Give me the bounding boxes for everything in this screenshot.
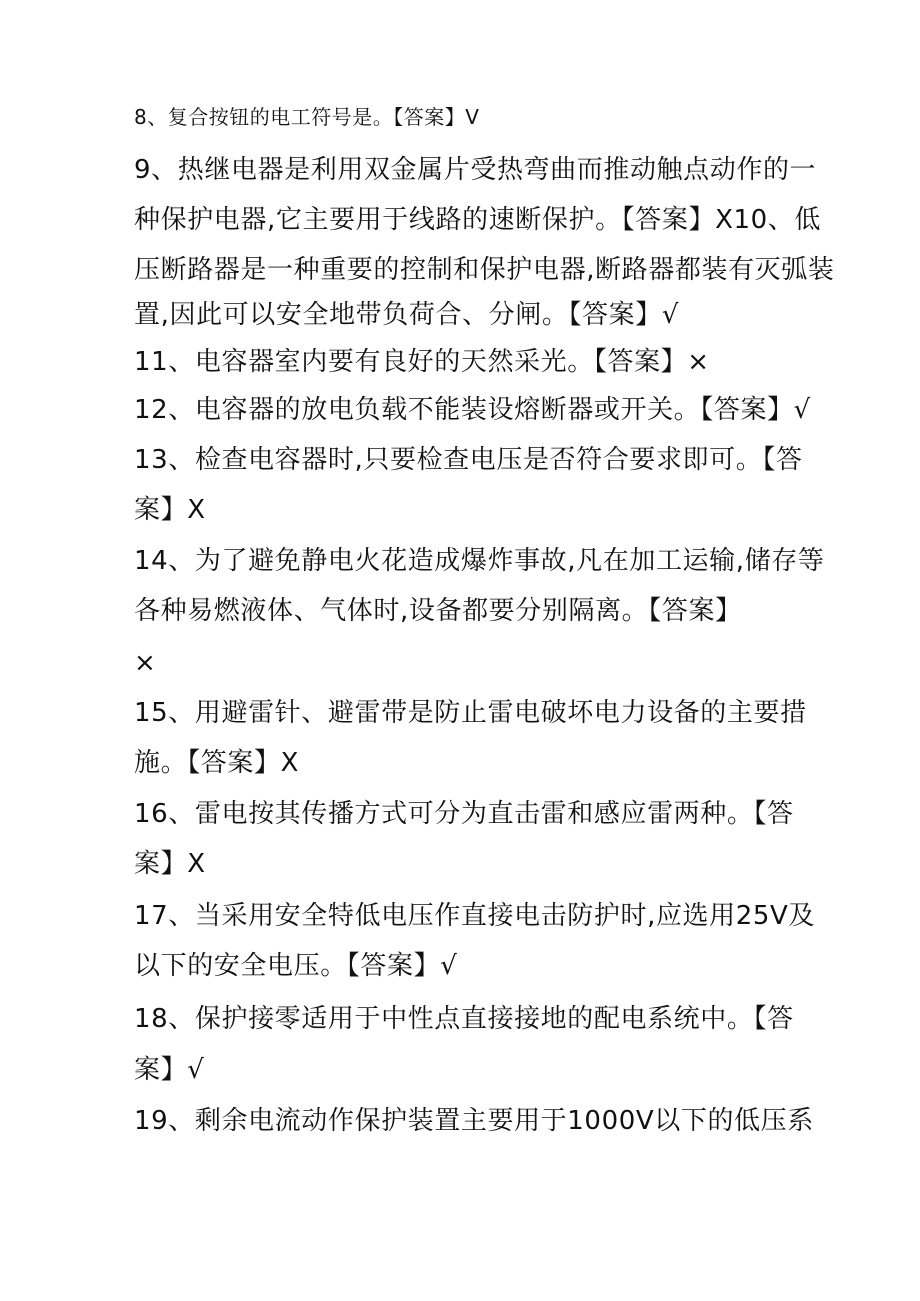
question-12-line: 12、电容器的放电负载不能装设熔断器或开关。【答案】√ <box>134 395 811 425</box>
question-10-line-2: 置,因此可以安全地带负荷合、分闸。【答案】√ <box>134 300 680 330</box>
question-15-line-1: 15、用避雷针、避雷带是防止雷电破坏电力设备的主要措 <box>134 698 807 728</box>
question-18-line-2: 案】√ <box>134 1055 205 1085</box>
question-14-line-1: 14、为了避免静电火花造成爆炸事故,凡在加工运输,储存等 <box>134 546 825 576</box>
question-8-line: 8、复合按钮的电工符号是。【答案】V <box>134 105 480 129</box>
question-16-line-2: 案】X <box>134 849 206 879</box>
question-13-line-2: 案】X <box>134 495 206 525</box>
question-13-line-1: 13、检查电容器时,只要检查电压是否符合要求即可。【答 <box>134 445 803 475</box>
question-18-line-1: 18、保护接零适用于中性点直接接地的配电系统中。【答 <box>134 1004 794 1034</box>
question-19-line-1: 19、剩余电流动作保护装置主要用于1000V以下的低压系 <box>134 1106 814 1136</box>
question-9-line-1: 9、热继电器是利用双金属片受热弯曲而推动触点动作的一 <box>134 155 817 185</box>
question-15-line-2: 施。【答案】X <box>134 748 300 778</box>
question-14-line-2: 各种易燃液体、气体时,设备都要分别隔离。【答案】 <box>134 596 742 626</box>
question-10-line-1: 压断路器是一种重要的控制和保护电器,断路器都装有灭弧装 <box>134 255 835 285</box>
question-17-line-1: 17、当采用安全特低电压作直接电击防护时,应选用25V及 <box>134 901 816 931</box>
question-11-line: 11、电容器室内要有良好的天然采光。【答案】× <box>134 347 710 377</box>
question-16-line-1: 16、雷电按其传播方式可分为直击雷和感应雷两种。【答 <box>134 799 794 829</box>
question-9-line-2: 种保护电器,它主要用于线路的速断保护。【答案】X10、低 <box>134 205 821 235</box>
question-17-line-2: 以下的安全电压。【答案】√ <box>134 951 458 981</box>
question-14-line-3: × <box>134 648 157 678</box>
